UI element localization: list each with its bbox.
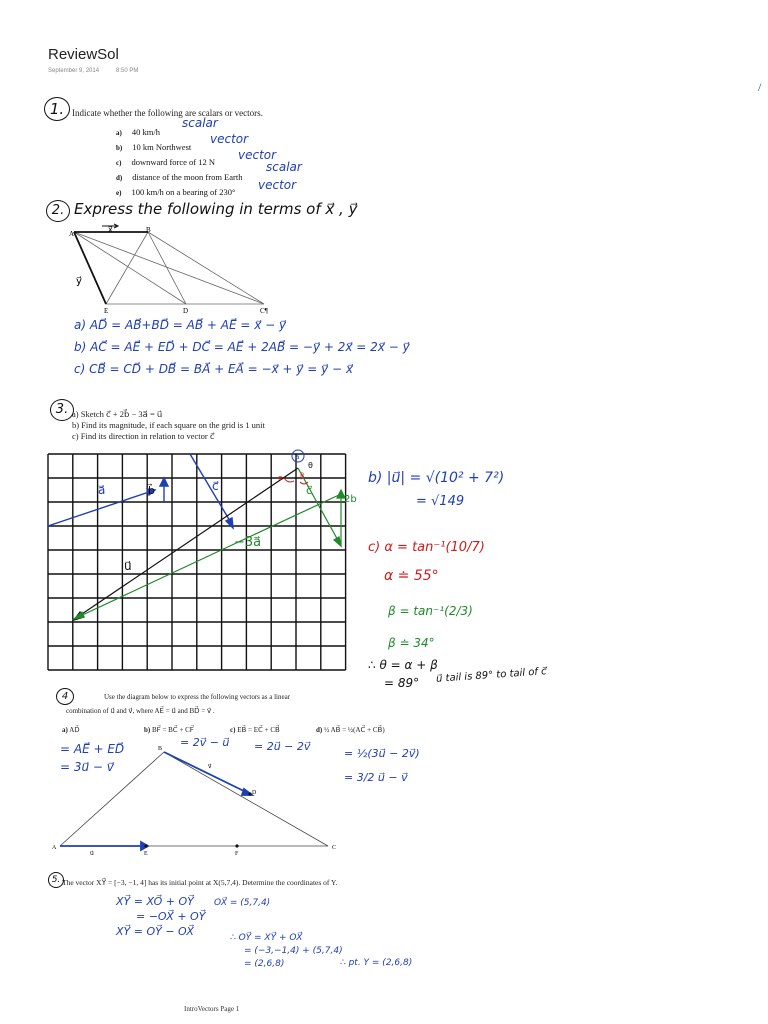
- part-label: AD⃗: [69, 726, 80, 734]
- point-D: D: [252, 790, 257, 796]
- part-letter: d): [316, 726, 323, 734]
- point-B: B: [158, 746, 163, 752]
- item-text: downward force of 12 N: [131, 157, 216, 167]
- q3-work-theta-line2: = 89°: [384, 676, 420, 690]
- item-answer: vector: [258, 178, 297, 192]
- part-letter: b): [144, 726, 151, 734]
- label-y-vector: y⃗: [76, 276, 82, 287]
- q3-line-a: a) Sketch c⃗ + 2b⃗ − 3a⃗ = u⃗: [72, 409, 163, 419]
- vector-neg3a: [76, 494, 341, 618]
- label-neg3a: −3a⃗: [234, 535, 262, 550]
- label-x-vector: x⃗: [108, 225, 113, 234]
- point-E: E: [104, 307, 109, 315]
- label-b: b⃗: [148, 484, 155, 497]
- label-u: u⃗: [90, 850, 94, 857]
- q3-work-beta-line2: β ≐ 34°: [388, 636, 435, 650]
- label-v: v⃗: [208, 763, 212, 770]
- q1-number: 1.: [49, 100, 65, 118]
- q1-list: [116, 116, 356, 197]
- q4-prompt-line1: Use the diagram below to express the following vectors as a linear: [104, 693, 291, 701]
- item-answer: scalar: [266, 160, 302, 174]
- q2-parallelogram-diagram: [60, 224, 290, 316]
- part-label: EB⃗ = EC⃗ + CB⃗: [237, 726, 280, 734]
- q3-work-theta-line3: u⃗ tail is 89° to tail of c⃗: [435, 666, 547, 685]
- q4-work-c: = 2u⃗ − 2v⃗: [254, 740, 311, 753]
- item-letter: d): [116, 174, 123, 182]
- work-line: XY⃗ = OY⃗ − OX⃗: [116, 925, 194, 938]
- label-beta: β: [300, 472, 305, 480]
- q4-part-c: [230, 726, 280, 734]
- point-F: F: [235, 851, 239, 857]
- point-C: C¶: [260, 307, 268, 315]
- page-date: September 9, 2014: [48, 68, 100, 74]
- point-A: A: [69, 230, 75, 238]
- label-2b: 2b: [344, 494, 357, 505]
- work-line: = (2,6,8): [244, 959, 285, 969]
- q4-part-a: [62, 726, 80, 734]
- q2-answer-b: b) AC⃗ = AE⃗ + ED⃗ + DC⃗ = AE⃗ + 2AB⃗ = −y⃗ + 2x⃗ = 2x⃗ − y⃗: [74, 340, 410, 354]
- item-text: 100 km/h on a bearing of 230°: [131, 187, 236, 197]
- work-line: = 3/2 u⃗ − v⃗: [344, 771, 408, 784]
- q4-part-d: [316, 726, 385, 734]
- item-letter: c): [116, 159, 122, 167]
- work-line: = ½(3u⃗ − 2v⃗): [344, 747, 420, 760]
- point-A: A: [52, 845, 57, 851]
- q4-number: 4: [61, 691, 69, 702]
- q5-prompt: The vector XY⃗ = [−3, −1, 4] has its initial point at X(5,7,4). Determine the coordinates of Y.: [62, 878, 338, 887]
- q4-number-circle: [56, 688, 74, 705]
- part-label: BF⃗ = BC⃗ + CF⃗: [151, 726, 194, 734]
- q5-work-right: [230, 932, 343, 971]
- label-c: c⃗: [212, 479, 219, 493]
- point-B: B: [146, 226, 151, 234]
- label-u: u⃗: [124, 559, 132, 573]
- stray-ink-mark: /: [758, 80, 762, 94]
- label-c-copy: c⃗: [306, 484, 313, 497]
- vector-u: [76, 468, 298, 618]
- work-line: = 3u⃗ − v⃗: [60, 760, 114, 774]
- part-letter: a): [62, 726, 68, 734]
- q4-triangle-diagram: [50, 742, 340, 860]
- q5-ox: OX⃗ = (5,7,4): [214, 898, 271, 908]
- label-theta: θ: [308, 461, 313, 470]
- q4-part-b: [144, 726, 194, 734]
- q2-prompt: Express the following in terms of x⃗ , y⃗: [74, 200, 358, 218]
- q5-final: ∴ pt. Y = (2,6,8): [340, 958, 413, 968]
- q3-grid-diagram: [48, 453, 357, 672]
- work-line: = (−3,−1,4) + (5,7,4): [244, 946, 343, 956]
- part-label: ½ AB⃗ = ½(AC⃗ + CB⃗): [323, 726, 385, 734]
- q2-number-circle: [46, 200, 70, 222]
- q4-work-d: [344, 742, 420, 790]
- point-E: E: [144, 851, 148, 857]
- item-answer: scalar: [182, 116, 218, 130]
- q2-answer-a: a) AD⃗ = AB⃗+BD⃗ = AB⃗ + AE⃗ = x⃗ − y⃗: [74, 318, 287, 332]
- vector-v-BD: [164, 752, 250, 794]
- work-line: XY⃗ = XO⃗ + OY⃗: [116, 895, 194, 908]
- item-answer: vector: [238, 148, 277, 162]
- q2-number: 2.: [51, 203, 65, 218]
- item-text: 10 km Northwest: [132, 142, 192, 152]
- q2-answer-c: c) CB⃗ = CD⃗ + DB⃗ = BA⃗ + EA⃗ = −x⃗ + y⃗ = y⃗ − x⃗: [74, 362, 353, 376]
- point-C: C: [332, 845, 337, 851]
- q3-work-beta-line1: β = tan⁻¹(2/3): [388, 604, 473, 618]
- item-text: distance of the moon from Earth: [132, 172, 243, 182]
- q4-prompt-line2: combination of u⃗ and v⃗, where AE⃗ = u⃗ and BD⃗ = v⃗ .: [66, 707, 215, 715]
- page-time: 8:50 PM: [116, 68, 139, 74]
- q1-prompt: Indicate whether the following are scalars or vectors.: [72, 108, 263, 118]
- label-alpha: α: [278, 474, 283, 482]
- item-answer: vector: [210, 132, 249, 146]
- work-line: ∴ OY⃗ = XY⃗ + OX⃗: [230, 933, 303, 943]
- item-letter: e): [116, 189, 122, 197]
- q3-number-circle: [50, 399, 74, 421]
- q1-number-circle: [44, 97, 70, 121]
- page-title: ReviewSol: [48, 46, 119, 63]
- q1-item: [116, 178, 356, 197]
- label-a-circ: a: [295, 453, 300, 461]
- point-D: D: [183, 307, 189, 315]
- q4-work-b: = 2v⃗ − u⃗: [180, 736, 230, 749]
- q3-number: 3.: [55, 402, 69, 417]
- q5-number: 5.: [51, 875, 61, 885]
- q3-work-b-line1: b) |u⃗| = √(10² + 7²): [368, 470, 505, 486]
- part-letter: c): [230, 726, 236, 734]
- page-footer: IntroVectors Page 1: [184, 1005, 240, 1013]
- item-letter: b): [116, 144, 123, 152]
- q3-line-b: b) Find its magnitude, if each square on the grid is 1 unit: [72, 420, 265, 430]
- q3-work-theta-line1: ∴ θ = α + β: [368, 658, 438, 672]
- q3-work-b-line2: = √149: [416, 494, 465, 509]
- work-line: = −OX⃗ + OY⃗: [136, 910, 206, 923]
- q3-line-c: c) Find its direction in relation to vector c⃗: [72, 431, 215, 441]
- item-letter: a): [116, 129, 122, 137]
- q3-prompt: [72, 409, 265, 442]
- item-text: 40 km/h: [131, 127, 160, 137]
- label-a: a⃗: [98, 483, 106, 497]
- work-line: = AE⃗ + ED⃗: [60, 742, 125, 756]
- q1-item: [116, 148, 356, 167]
- q3-work-c-line2: α ≐ 55°: [384, 568, 439, 584]
- q3-work-c-line1: c) α = tan⁻¹(10/7): [368, 540, 485, 555]
- q5-work-left: [116, 894, 205, 939]
